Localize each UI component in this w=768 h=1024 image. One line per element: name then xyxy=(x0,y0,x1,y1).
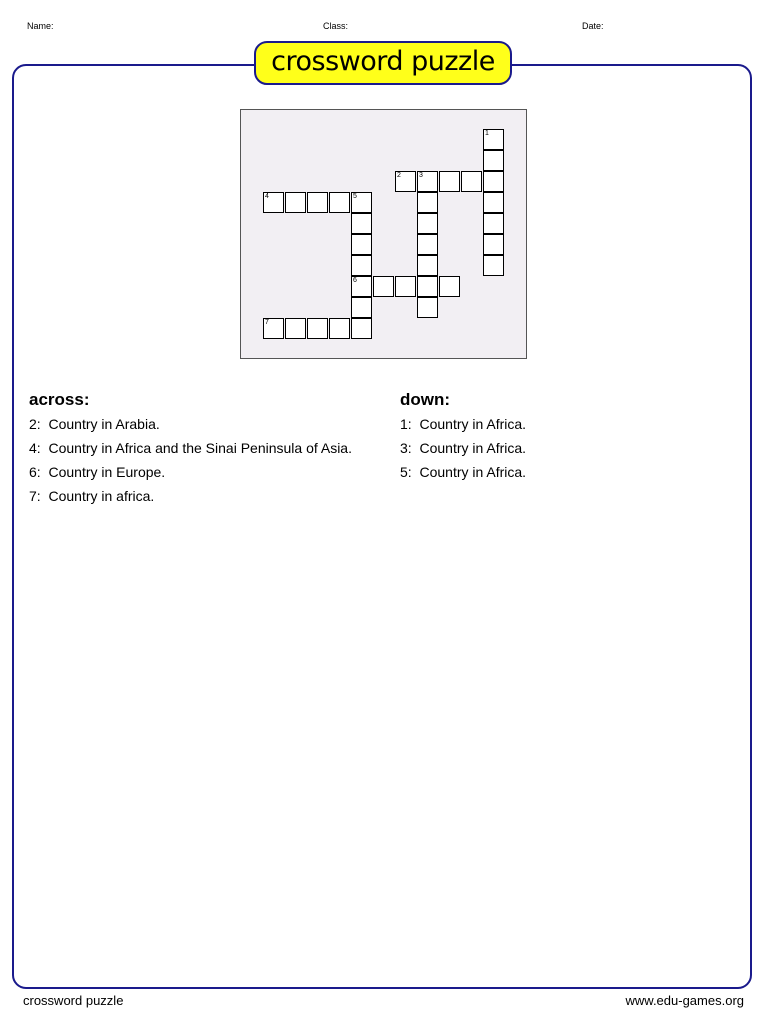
grid-cell[interactable] xyxy=(351,255,372,276)
grid-cell[interactable] xyxy=(351,297,372,318)
grid-cell[interactable] xyxy=(417,297,438,318)
grid-cell[interactable] xyxy=(263,192,284,213)
grid-cell[interactable] xyxy=(351,276,372,297)
clue-text: Country in Africa and the Sinai Peninsula of Asia. xyxy=(48,440,352,456)
grid-cell[interactable] xyxy=(483,234,504,255)
clue-text: Country in Arabia. xyxy=(48,416,160,432)
grid-cell[interactable] xyxy=(461,171,482,192)
footer-website[interactable]: www.edu-games.org xyxy=(625,993,744,1008)
grid-cell[interactable] xyxy=(307,318,328,339)
grid-cell[interactable] xyxy=(285,192,306,213)
grid-cell[interactable] xyxy=(351,318,372,339)
clue-number: 2 xyxy=(29,416,37,432)
clue-text: Country in Europe. xyxy=(48,464,166,480)
grid-cell[interactable] xyxy=(483,150,504,171)
grid-cell[interactable] xyxy=(395,276,416,297)
clue-text: Country in Africa. xyxy=(419,440,527,456)
clue-number: 5 xyxy=(400,464,408,480)
clue-item: 5: Country in Africa. xyxy=(400,464,527,480)
date-label: Date: xyxy=(582,21,604,31)
clue-text: Country in africa. xyxy=(48,488,155,504)
grid-cell[interactable] xyxy=(417,171,438,192)
cell-number: 3 xyxy=(419,172,423,179)
grid-cell[interactable] xyxy=(329,192,350,213)
grid-cell[interactable] xyxy=(351,192,372,213)
across-clue-list xyxy=(29,417,369,513)
grid-cell[interactable] xyxy=(307,192,328,213)
grid-cell[interactable] xyxy=(439,276,460,297)
clue-number: 6 xyxy=(29,464,37,480)
grid-cell[interactable] xyxy=(417,276,438,297)
clue-item: 2: Country in Arabia. xyxy=(29,416,160,432)
grid-cell[interactable] xyxy=(483,192,504,213)
cell-number: 2 xyxy=(397,172,401,179)
cell-number: 1 xyxy=(485,130,489,137)
cell-number: 6 xyxy=(353,277,357,284)
grid-cell[interactable] xyxy=(373,276,394,297)
cell-number: 5 xyxy=(353,193,357,200)
clue-number: 7 xyxy=(29,488,37,504)
down-clue-list xyxy=(400,417,740,489)
footer-title: crossword puzzle xyxy=(23,993,124,1008)
crossword-grid xyxy=(240,109,527,359)
grid-cell[interactable] xyxy=(417,255,438,276)
grid-cell[interactable] xyxy=(417,234,438,255)
clue-item: 6: Country in Europe. xyxy=(29,464,166,480)
clue-item: 3: Country in Africa. xyxy=(400,440,527,456)
cell-number: 4 xyxy=(265,193,269,200)
grid-cell[interactable] xyxy=(483,213,504,234)
clue-number: 1 xyxy=(400,416,408,432)
across-heading: across: xyxy=(29,390,90,409)
grid-cell[interactable] xyxy=(351,213,372,234)
grid-cell[interactable] xyxy=(483,129,504,150)
grid-cell[interactable] xyxy=(417,213,438,234)
grid-cell[interactable] xyxy=(329,318,350,339)
cell-number: 7 xyxy=(265,319,269,326)
clue-number: 3 xyxy=(400,440,408,456)
grid-cell[interactable] xyxy=(483,171,504,192)
grid-cell[interactable] xyxy=(483,255,504,276)
page-title: crossword puzzle xyxy=(254,41,512,85)
grid-cell[interactable] xyxy=(439,171,460,192)
clue-item: 4: Country in Africa and the Sinai Peninsula of Asia. xyxy=(29,440,352,456)
clue-text: Country in Africa. xyxy=(419,464,527,480)
grid-cell[interactable] xyxy=(263,318,284,339)
clue-text: Country in Africa. xyxy=(419,416,527,432)
name-label: Name: xyxy=(27,21,54,31)
class-label: Class: xyxy=(323,21,349,31)
grid-cell[interactable] xyxy=(417,192,438,213)
grid-cell[interactable] xyxy=(351,234,372,255)
clue-item: 7: Country in africa. xyxy=(29,488,155,504)
grid-cell[interactable] xyxy=(395,171,416,192)
clue-item: 1: Country in Africa. xyxy=(400,416,527,432)
grid-cell[interactable] xyxy=(285,318,306,339)
clue-number: 4 xyxy=(29,440,37,456)
down-heading: down: xyxy=(400,390,451,409)
